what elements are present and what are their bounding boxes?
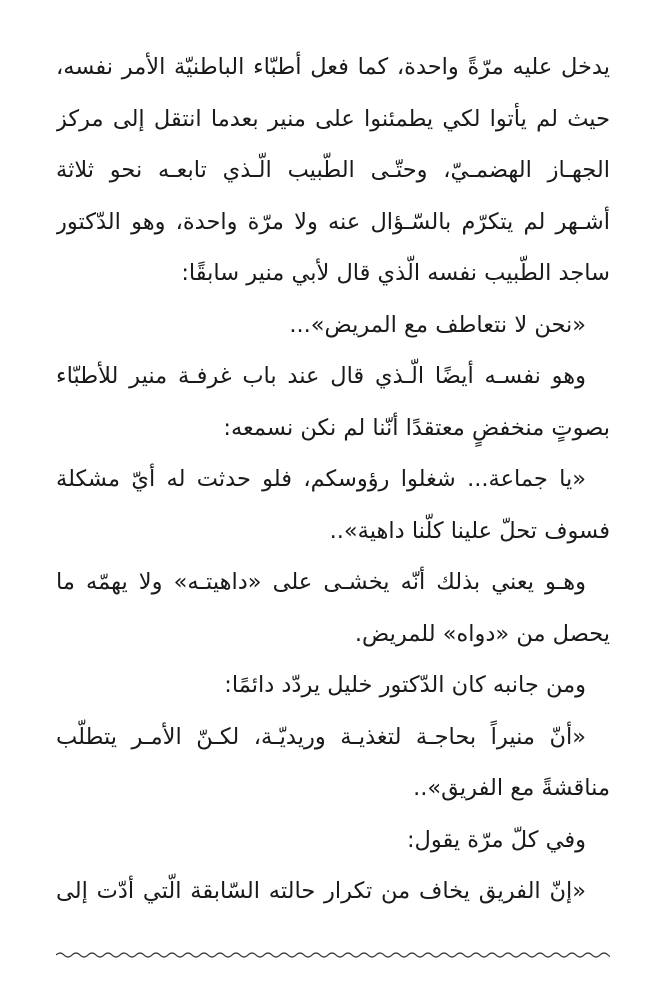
text-line-8: بصوتٍ منخفضٍ معتقدًا أنّنا لم نكن نسمعه:: [223, 414, 610, 441]
text-line-12: يحصل من «دواه» للمريض.: [354, 620, 610, 647]
book-page-text: [56, 42, 610, 918]
text-line-13: ومن جانبه كان الدّكتور خليل يردّد دائمًا:: [224, 672, 586, 698]
text-line-1: يدخل عليه مرّةً واحدة، كما فعل أطبّاء الباطنيّة الأمر نفسه،: [56, 54, 610, 80]
text-line-9: «يا جماعة... شغلوا رؤوسكم، فلو حدثت له أيّ مشكلة: [56, 466, 586, 492]
text-line-10: فسوف تحلّ علينا كلّنا داهية»..: [329, 517, 610, 544]
text-line-3: الجهـاز الهضمـيّ، وحتّـى الطّبيب الّـذي تابعـه نحو ثلاثة: [56, 157, 610, 183]
text-line-7: وهو نفسـه أيضًا الّـذي قال عند باب غرفـة منير للأطبّاء: [56, 363, 586, 389]
text-line-14: «أنّ منيراً بحاجـة لتغذيـة وريديّـة، لكـنّ الأمـر يتطلّب: [56, 723, 586, 750]
text-line-6: «نحن لا نتعاطف مع المريض»...: [289, 311, 586, 338]
text-line-2: حيث لم يأتوا لكي يطمئنوا على منير بعدما انتقل إلى مركز: [56, 105, 610, 132]
text-line-15: مناقشةً مع الفريق»..: [413, 775, 610, 801]
text-line-4: أشـهر لم يتكرّم بالسّـؤال عنه ولا مرّة واحدة، وهو الدّكتور: [56, 208, 610, 235]
text-line-11: وهـو يعني بذلك أنّه يخشـى على «داهيتـه» ولا يهمّه ما: [56, 569, 586, 595]
text-line-5: ساجد الطّبيب نفسه الّذي قال لأبي منير سابقًا:: [181, 260, 610, 286]
text-line-16: وفي كلّ مرّة يقول:: [406, 826, 586, 853]
text-line-17: «إنّ الفريق يخاف من تكرار حالته السّابقة الّتي أدّت إلى: [56, 878, 586, 904]
wavy-rule-divider: [56, 950, 610, 960]
